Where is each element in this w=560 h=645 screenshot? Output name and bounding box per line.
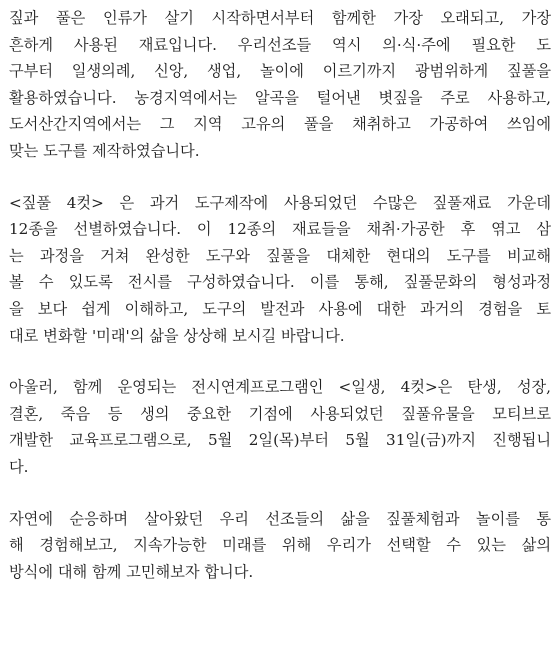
paragraph-exhibition — [9, 190, 551, 350]
text-line: 구부터 일생의례, 신앙, 생업, 놀이에 이르기까지 광범위하게 짚풀을 — [9, 62, 551, 81]
text-line: 맞는 도구를 제작하였습니다. — [9, 141, 200, 160]
text-line: 12종을 선별하였습니다. 이 12종의 재료들을 채취·가공한 후 엮고 삼 — [9, 220, 551, 239]
text-line: 아울러, 함께 운영되는 전시연계프로그램인 <일생, 4컷>은 탄생, 성장, — [9, 378, 551, 397]
text-line: 활용하였습니다. 농경지역에서는 알곡을 털어낸 볏짚을 주로 사용하고, — [9, 88, 551, 107]
text-line: 결혼, 죽음 등 생의 중요한 기점에 사용되었던 짚풀유물을 모티브로 — [9, 404, 551, 423]
text-line: 해 경험해보고, 지속가능한 미래를 위해 우리가 선택할 수 있는 삶의 — [9, 536, 551, 555]
text-line: 을 보다 쉽게 이해하고, 도구의 발전과 사용에 대한 과거의 경험을 토 — [9, 299, 551, 318]
text-line: 도서산간지역에서는 그 지역 고유의 풀을 채취하고 가공하여 쓰임에 — [9, 115, 551, 134]
text-line: <짚풀 4컷> 은 과거 도구제작에 사용되었던 수많은 짚풀재료 가운데 — [9, 193, 551, 212]
text-line: 는 과정을 거쳐 완성한 도구와 짚풀을 대체한 현대의 도구를 비교해 — [9, 246, 551, 265]
document-body — [9, 5, 551, 610]
paragraph-closing — [9, 506, 551, 586]
text-line: 개발한 교육프로그램으로, 5월 2일(목)부터 5월 31일(금)까지 진행됩니 — [9, 431, 551, 450]
paragraph-program — [9, 374, 551, 480]
paragraph-intro — [9, 5, 551, 165]
text-line: 볼 수 있도록 전시를 구성하였습니다. 이를 통해, 짚풀문화의 형성과정 — [9, 273, 551, 292]
text-line: 자연에 순응하며 살아왔던 우리 선조들의 삶을 짚풀체험과 놀이를 통 — [9, 509, 551, 528]
text-line: 대로 변화할 '미래'의 삶을 상상해 보시길 바랍니다. — [9, 326, 345, 345]
text-line: 짚과 풀은 인류가 살기 시작하면서부터 함께한 가장 오래되고, 가장 — [9, 9, 551, 27]
text-line: 방식에 대해 함께 고민해보자 합니다. — [9, 562, 254, 581]
text-line: 흔하게 사용된 재료입니다. 우리선조들 역시 의·식·주에 필요한 도 — [9, 35, 551, 54]
text-line: 다. — [9, 457, 29, 476]
